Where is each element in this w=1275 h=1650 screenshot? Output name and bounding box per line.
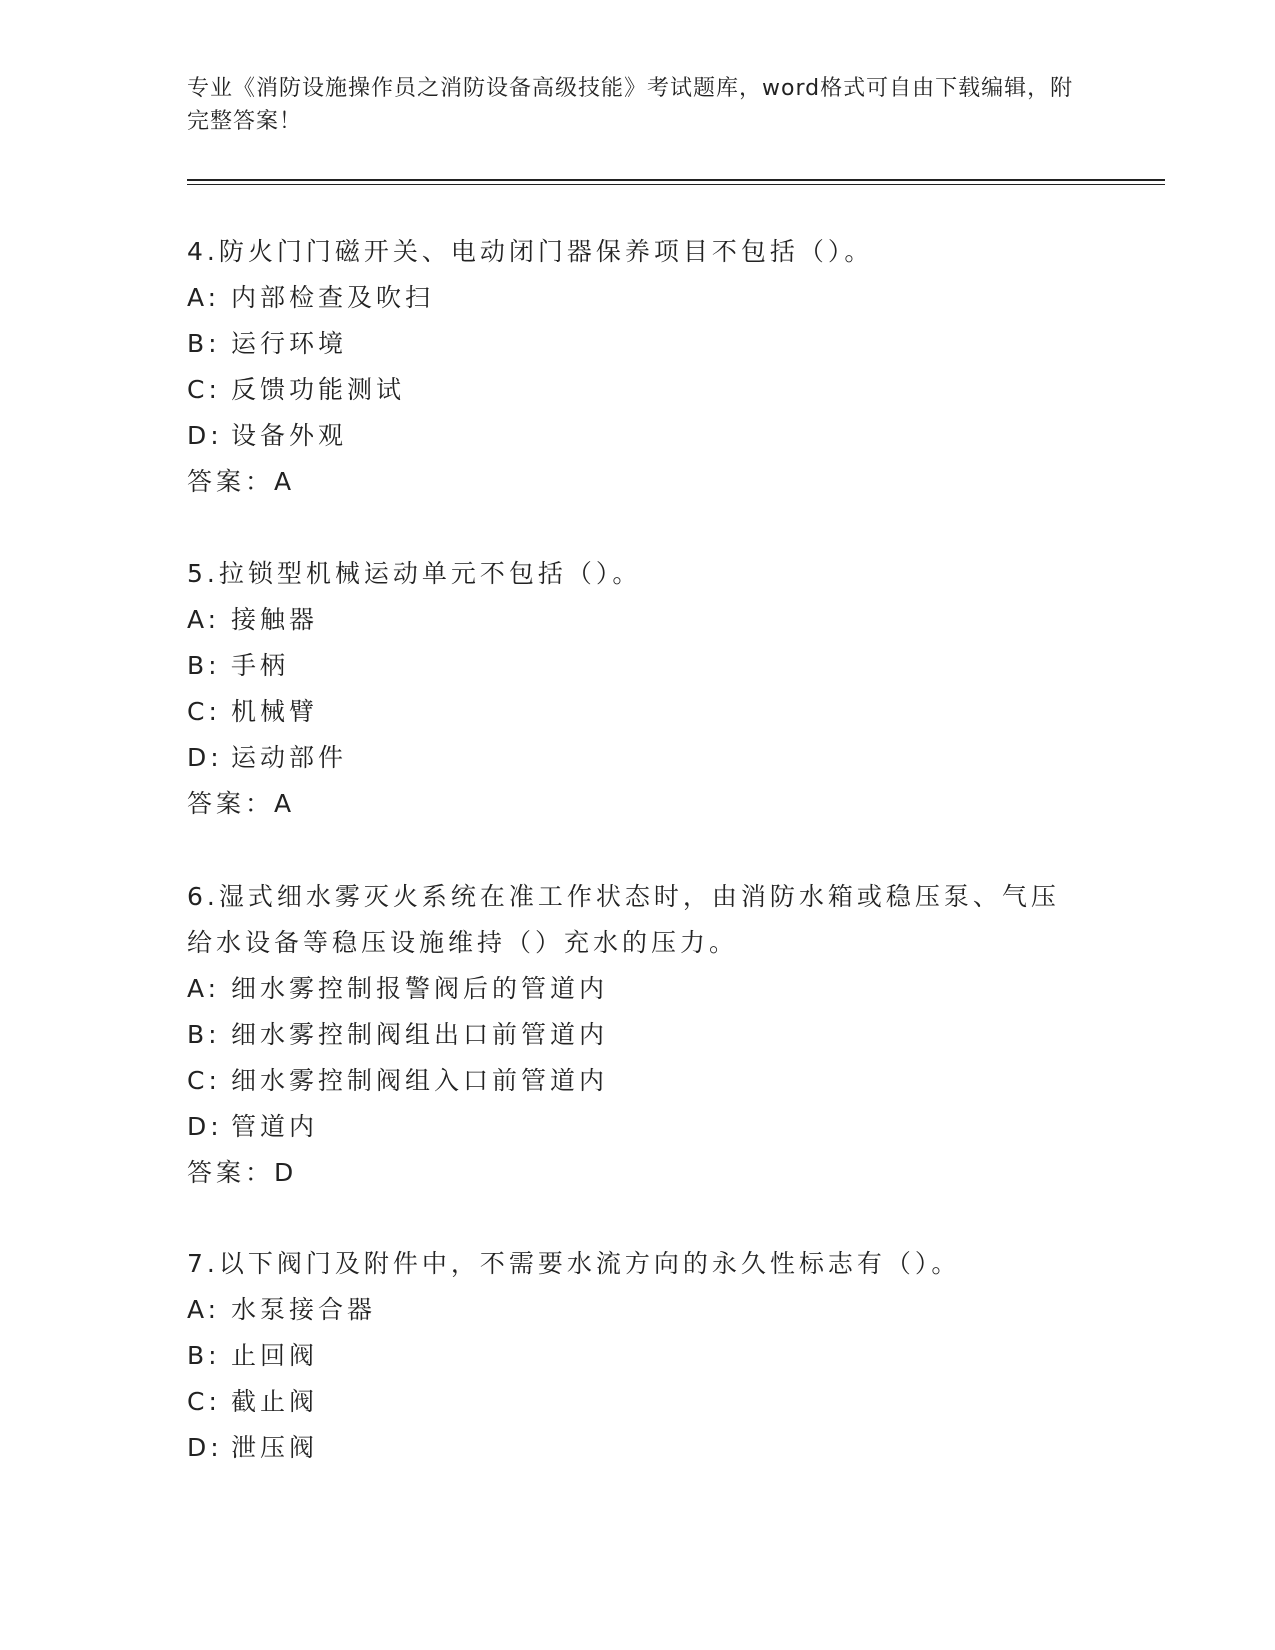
document-intro: 专业《消防设施操作员之消防设备高级技能》考试题库，word格式可自由下载编辑，附完整答案！: [187, 76, 1074, 134]
option-key: C:: [187, 1066, 221, 1095]
option-text: 运动部件: [231, 743, 348, 772]
option-text: 反馈功能测试: [231, 375, 406, 404]
option-key: A:: [187, 605, 221, 634]
question-7: [187, 1241, 1087, 1471]
option-d: [187, 413, 1087, 459]
option-text: 细水雾控制阀组入口前管道内: [231, 1066, 609, 1095]
option-c: [187, 1379, 1087, 1425]
option-key: A:: [187, 1295, 221, 1324]
option-key: C:: [187, 697, 221, 726]
option-b: [187, 1012, 1087, 1058]
question-stem: 6.湿式细水雾灭火系统在准工作状态时，由消防水箱或稳压泵、气压给水设备等稳压设施维持（）充水的压力。: [187, 882, 1060, 957]
option-a: [187, 966, 1087, 1012]
option-key: B:: [187, 1020, 221, 1049]
question-stem: 4.防火门门磁开关、电动闭门器保养项目不包括（）。: [187, 237, 874, 266]
option-key: D:: [187, 421, 223, 450]
option-key: D:: [187, 1433, 223, 1462]
option-key: B:: [187, 651, 221, 680]
option-d: [187, 735, 1087, 781]
option-b: [187, 321, 1087, 367]
option-key: C:: [187, 375, 221, 404]
option-c: [187, 367, 1087, 413]
answer-line: 答案：D: [187, 1158, 298, 1187]
option-c: [187, 689, 1087, 735]
option-text: 细水雾控制报警阀后的管道内: [231, 974, 609, 1003]
option-key: C:: [187, 1387, 221, 1416]
option-a: [187, 1287, 1087, 1333]
option-text: 接触器: [231, 605, 319, 634]
option-d: [187, 1104, 1087, 1150]
option-b: [187, 1333, 1087, 1379]
option-text: 管道内: [231, 1112, 319, 1141]
option-text: 截止阀: [231, 1387, 319, 1416]
option-c: [187, 1058, 1087, 1104]
option-key: D:: [187, 1112, 223, 1141]
option-d: [187, 1425, 1087, 1471]
option-text: 细水雾控制阀组出口前管道内: [231, 1020, 609, 1049]
answer-line: 答案：A: [187, 789, 296, 818]
option-text: 水泵接合器: [231, 1295, 377, 1324]
option-text: 手柄: [231, 651, 290, 680]
question-4: [187, 229, 1087, 505]
answer-line: 答案：A: [187, 467, 296, 496]
option-text: 设备外观: [231, 421, 348, 450]
option-b: [187, 643, 1087, 689]
option-text: 运行环境: [231, 329, 348, 358]
option-key: B:: [187, 329, 221, 358]
question-5: [187, 551, 1087, 827]
question-stem: 5.拉锁型机械运动单元不包括（）。: [187, 559, 642, 588]
option-text: 内部检查及吹扫: [231, 283, 435, 312]
header-divider-thick: [187, 179, 1165, 181]
option-a: [187, 597, 1087, 643]
option-text: 泄压阀: [231, 1433, 319, 1462]
option-text: 止回阀: [231, 1341, 319, 1370]
header-divider-thin: [187, 184, 1165, 185]
option-key: A:: [187, 283, 221, 312]
option-key: D:: [187, 743, 223, 772]
question-stem: 7.以下阀门及附件中，不需要水流方向的永久性标志有（）。: [187, 1249, 961, 1278]
option-text: 机械臂: [231, 697, 319, 726]
option-key: A:: [187, 974, 221, 1003]
option-key: B:: [187, 1341, 221, 1370]
option-a: [187, 275, 1087, 321]
question-6: [187, 874, 1087, 1196]
